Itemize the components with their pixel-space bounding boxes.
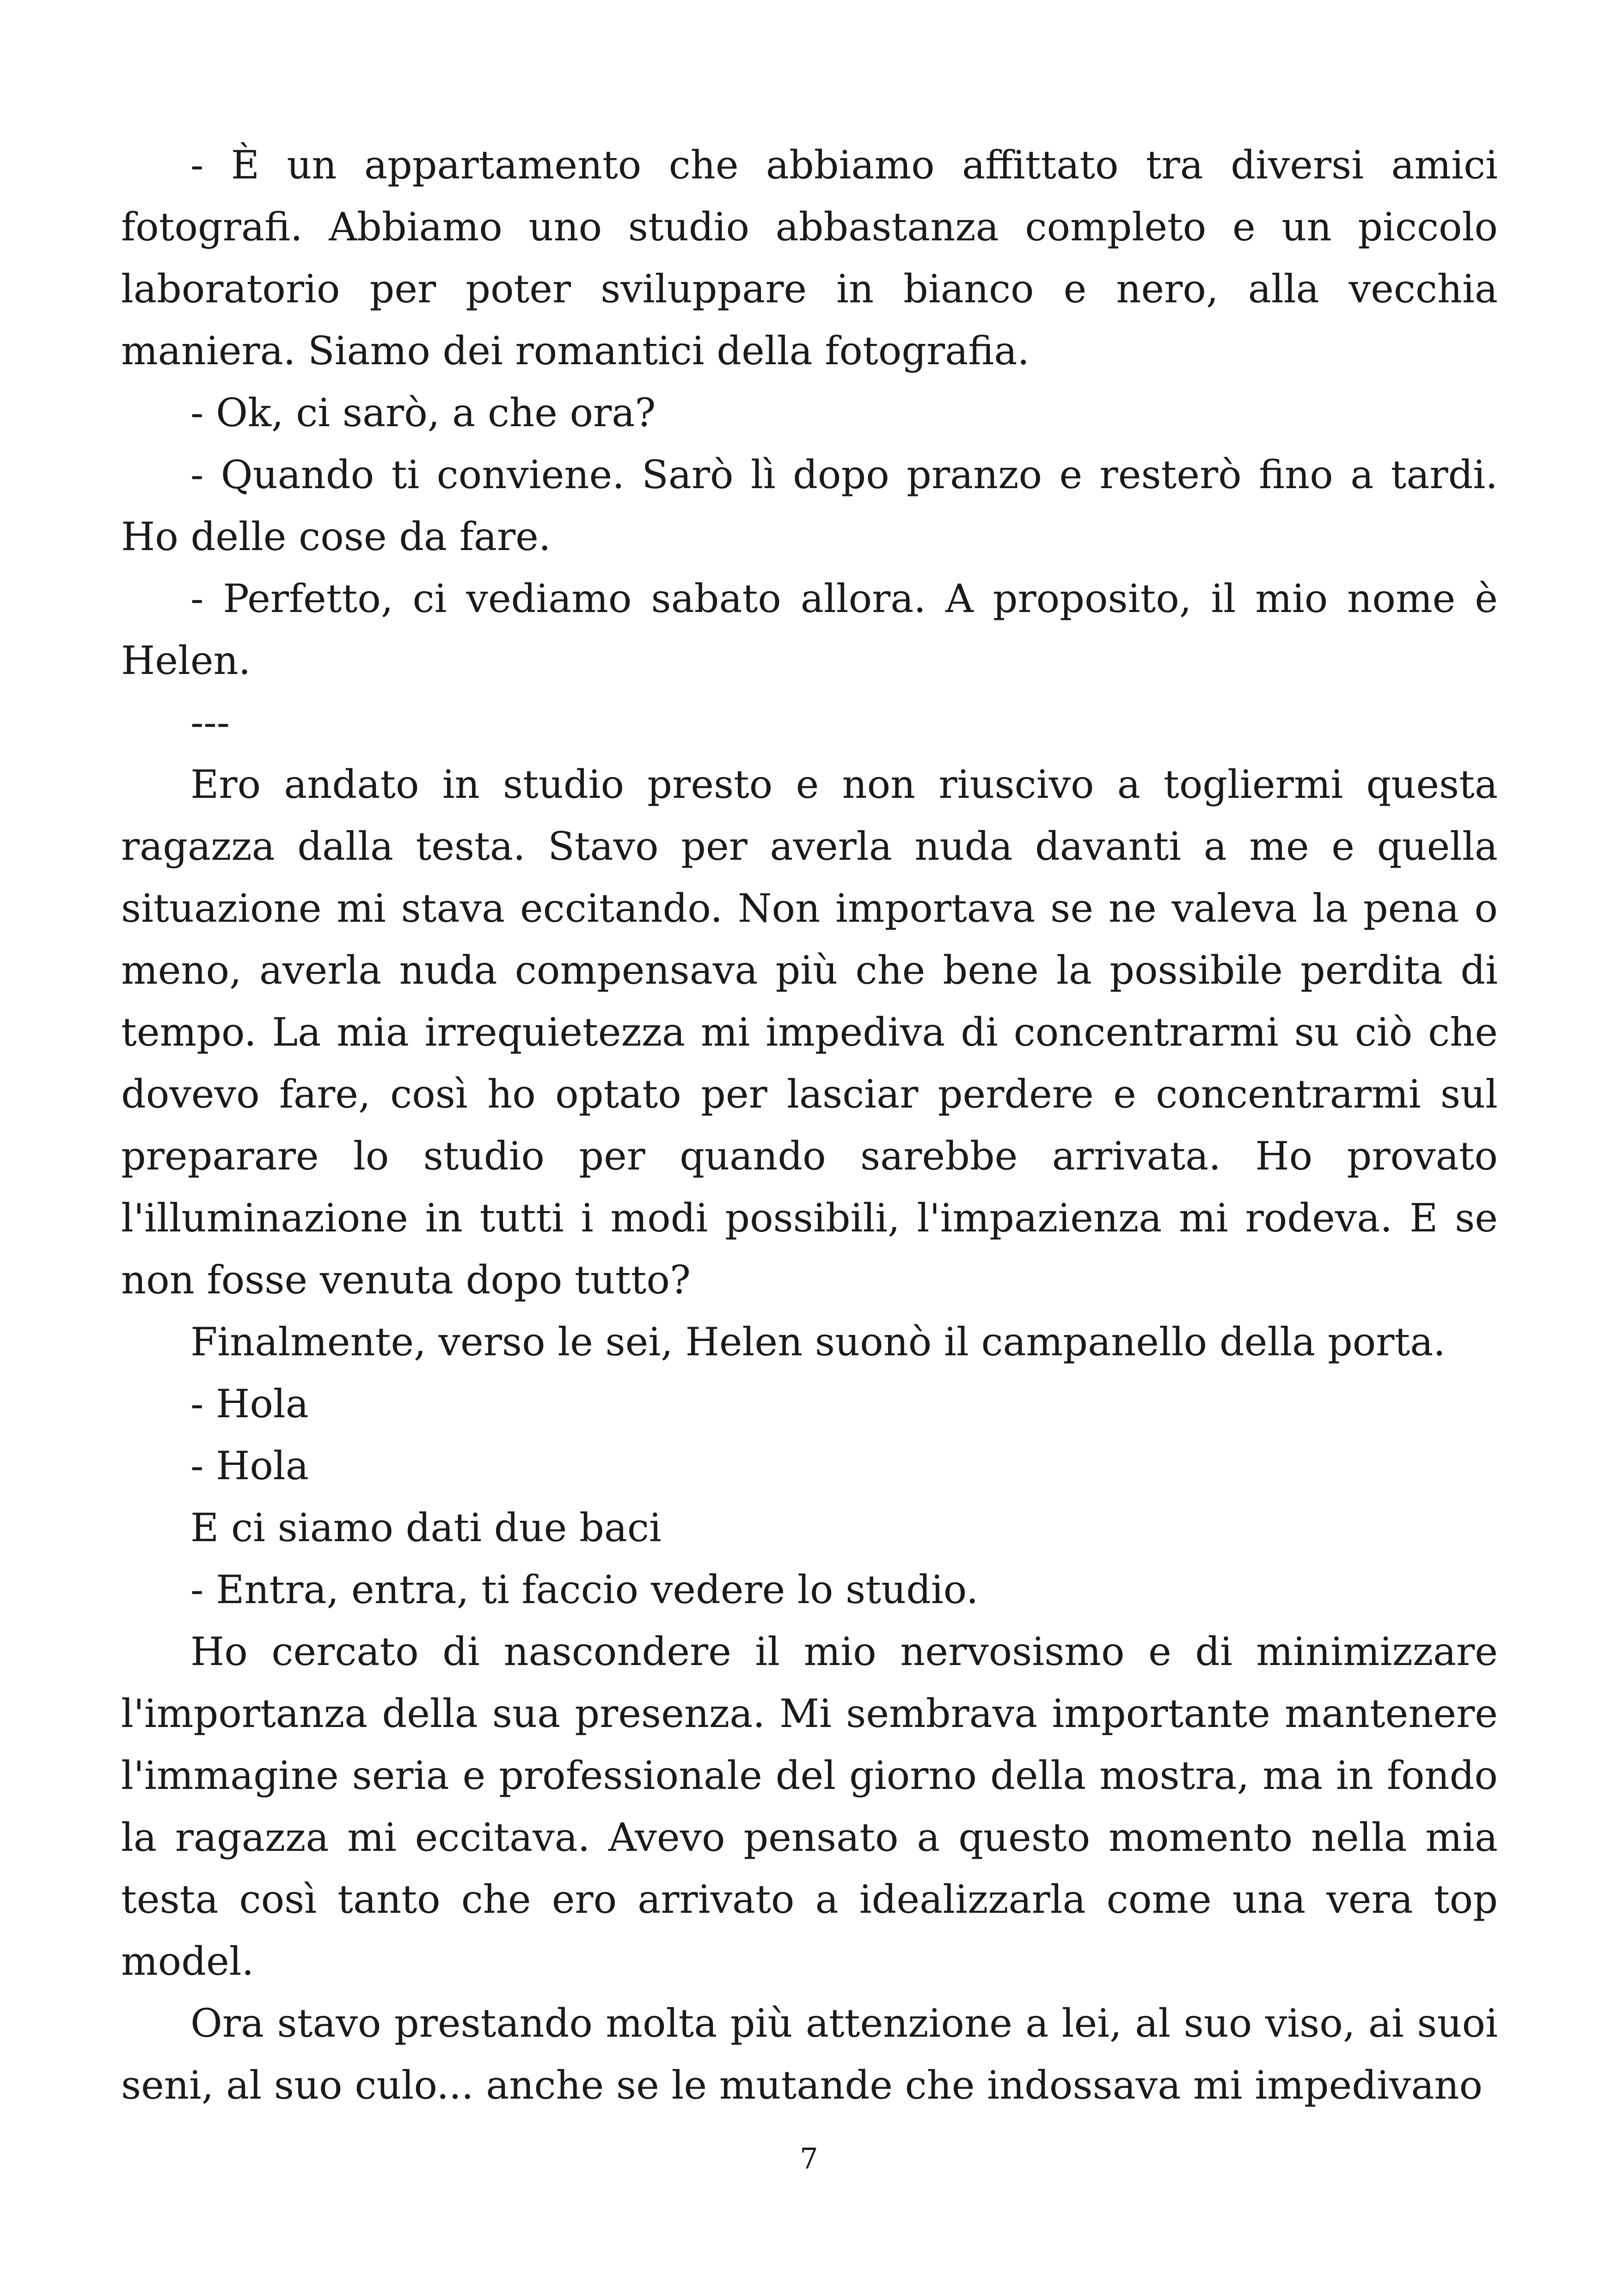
paragraph: - Quando ti conviene. Sarò lì dopo pranzo e resterò fino a tardi. Ho delle cose da fare.: [121, 452, 1498, 559]
paragraph: - Entra, entra, ti faccio vedere lo studio.: [190, 1567, 979, 1612]
body-text: [121, 134, 1498, 2116]
paragraph: E ci siamo dati due baci: [190, 1505, 662, 1550]
paragraph: Finalmente, verso le sei, Helen suonò il campanello della porta.: [190, 1319, 1446, 1365]
paragraph: - Hola: [190, 1443, 309, 1488]
paragraph: Ho cercato di nascondere il mio nervosismo e di minimizzare l'importanza della sua presenza. Mi sembrava importante mantenere l'immagine seria e professionale del giorno della mostra, ma in fondo la ragazza mi eccitava. Avevo pensato a questo momento nella mia testa così tanto che ero arrivato a idealizzarla come una vera top model.: [121, 1629, 1498, 1984]
paragraph: Ero andato in studio presto e non riuscivo a togliermi questa ragazza dalla testa. Stavo per averla nuda davanti a me e quella situazione mi stava eccitando. Non importava se ne valeva la pena o meno, averla nuda compensava più che bene la possibile perdita di tempo. La mia irrequietezza mi impediva di concentrarmi su ciò che dovevo fare, così ho optato per lasciar perdere e concentrarmi sul preparare lo studio per quando sarebbe arrivata. Ho provato l'illuminazione in tutti i modi possibili, l'impazienza mi rodeva. E se non fosse venuta dopo tutto?: [121, 762, 1498, 1303]
page-number: 7: [800, 2142, 818, 2175]
paragraph: - Ok, ci sarò, a che ora?: [190, 390, 656, 435]
paragraph: Ora stavo prestando molta più attenzione a lei, al suo viso, ai suoi seni, al suo culo... anche se le mutande che indossava mi impedivano: [121, 2001, 1498, 2108]
paragraph: - Perfetto, ci vediamo sabato allora. A proposito, il mio nome è Helen.: [121, 576, 1498, 683]
paragraph: - Hola: [190, 1381, 309, 1427]
paragraph: - È un appartamento che abbiamo affittato tra diversi amici fotografi. Abbiamo uno studio abbastanza completo e un piccolo laboratorio per poter sviluppare in bianco e nero, alla vecchia maniera. Siamo dei romantici della fotografia.: [121, 142, 1498, 373]
scene-break: ---: [190, 700, 230, 745]
